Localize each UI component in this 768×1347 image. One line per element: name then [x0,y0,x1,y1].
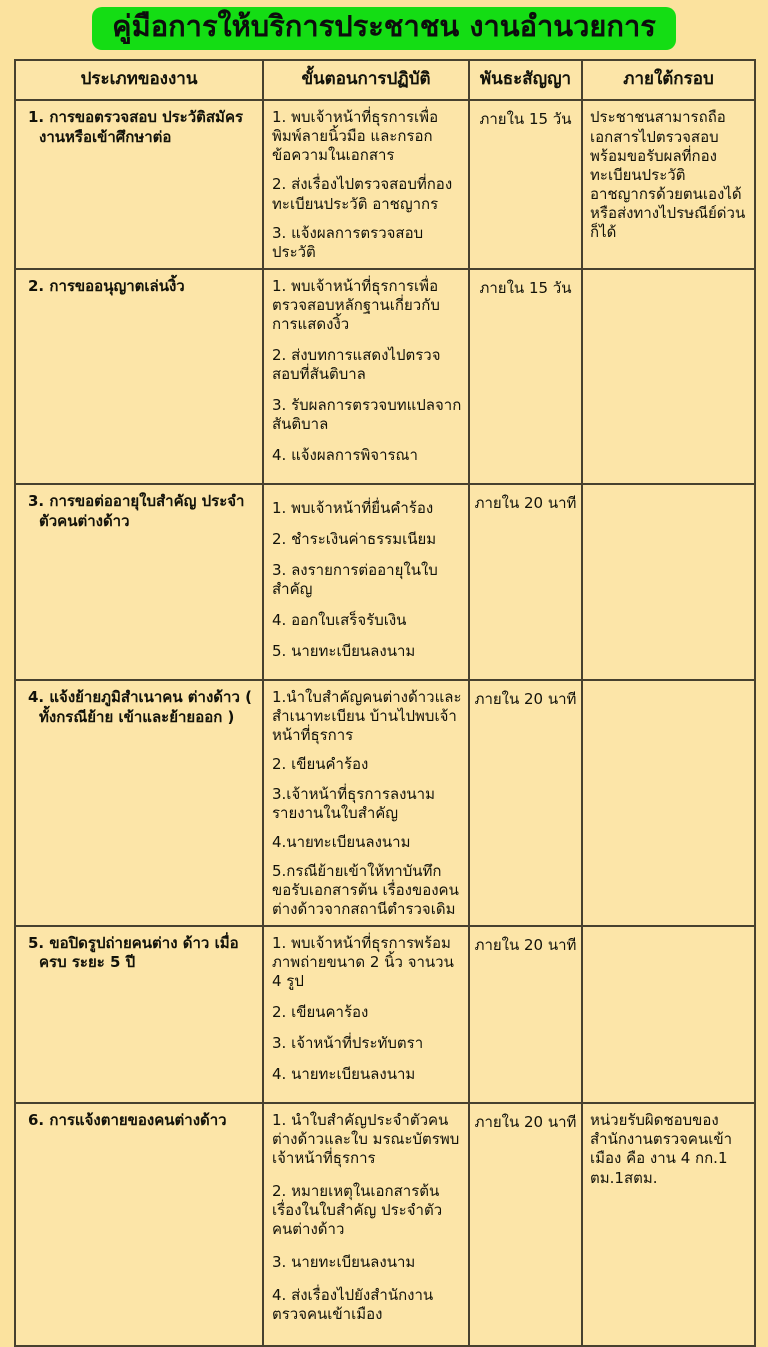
step-item: 2. เขียนคำร้อง [272,755,369,774]
step-item: 1. นำใบสำคัญประจำตัวคนต่างด้าวและใบ มรณะบัตรพบเจ้าหน้าที่ธุรการ [272,1111,460,1168]
step-item: 1.นำใบสำคัญคนต่างด้าวและสำเนาทะเบียน บ้านไปพบเจ้าหน้าที่ธุรการ [272,688,462,745]
table-row [15,1103,755,1345]
page-title: คู่มือการให้บริการประชาชน งานอำนวยการ [92,7,676,50]
step-item: 2. ส่งบทการแสดงไปตรวจสอบที่สันติบาล [272,345,441,383]
work-type: 4. แจ้งย้ายภูมิสำเนาคน ต่างด้าว ( ทั้งกรณีย้าย เข้าและย้ายออก ) [28,688,252,726]
step-item: 2. ส่งเรื่องไปตรวจสอบที่กองทะเบียนประวัติ อาชญากร [272,175,453,213]
step-item: 4. ส่งเรื่องไปยังสำนักงานตรวจคนเข้าเมือง [272,1286,434,1324]
step-item: 3. แจ้งผลการตรวจสอบประวัติ [272,223,424,261]
commitment-value: ภายใน 20 นาที [474,1113,577,1132]
step-item: 2. ชำระเงินค่าธรรมเนียม [272,530,437,549]
step-item: 3. ลงรายการต่ออายุในใบสำคัญ [272,561,438,599]
header-commitment: พันธะสัญญา [469,60,582,100]
step-item: 4. ออกใบเสร็จรับเงิน [272,611,407,630]
step-item: 1. พบเจ้าหน้าที่ธุรการเพื่อพิมพ์ลายนิ้วมือ และกรอกข้อความในเอกสาร [272,108,439,165]
header-work-type: ประเภทของงาน [15,60,263,100]
framework-note: ประชาชนสามารถถือเอกสารไปตรวจสอบพร้อมขอรับผลที่กองทะเบียนประวัติอาชญากรด้วยตนเองได้ หรือส่งทางไปรษณีย์ด่วนก็ได้ [590,108,746,242]
table-row [15,484,755,680]
work-type: 1. การขอตรวจสอบ ประวัติสมัครงานหรือเข้าศึกษาต่อ [28,108,244,146]
commitment-value: ภายใน 20 นาที [474,935,577,954]
header-procedure-steps: ขั้นตอนการปฏิบัติ [263,60,469,100]
step-item: 4.นายทะเบียนลงนาม [272,832,411,851]
step-item: 3. เจ้าหน้าที่ประทับตรา [272,1033,424,1052]
commitment-value: ภายใน 20 นาที [474,690,577,709]
table-row [15,680,755,925]
step-item: 3.เจ้าหน้าที่ธุรการลงนามรายงานในใบสำคัญ [272,784,435,822]
step-item: 3. รับผลการตรวจบทแปลจากสันติบาล [272,395,462,433]
step-item: 2. หมายเหตุในเอกสารต้นเรื่องในใบสำคัญ ประจำตัวคนต่างด้าว [272,1182,443,1239]
work-type: 5. ขอปิดรูปถ่ายคนต่าง ด้าว เมื่อครบ ระยะ 5 ปี [28,933,239,972]
table-row [15,269,755,484]
table-row [15,100,755,268]
step-item: 1. พบเจ้าหน้าที่ธุรการพร้อมภาพถ่ายขนาด 2 นิ้ว จานวน 4 รูป [272,933,454,990]
step-item: 4. นายทะเบียนลงนาม [272,1065,416,1084]
framework-note: หน่วยรับผิดชอบของสำนักงานตรวจคนเข้าเมือง คือ งาน 4 กก.1 ตม.1สตม. [590,1111,733,1187]
header-framework: ภายใต้กรอบ [582,60,755,100]
step-item: 1. พบเจ้าหน้าที่ธุรการเพื่อตรวจสอบหลักฐานเกี่ยวกับการแสดงงิ้ว [272,276,440,333]
table-header-row [15,60,755,100]
step-item: 5.กรณีย้ายเข้าให้ทาบันทึกขอรับเอกสารต้น เรื่องของคนต่างด้าวจากสถานีตำรวจเดิม [272,861,459,918]
step-item: 5. นายทะเบียนลงนาม [272,642,416,661]
work-type: 2. การขออนุญาตเล่นงิ้ว [28,276,185,295]
step-item: 3. นายทะเบียนลงนาม [272,1253,416,1272]
step-item: 2. เขียนคาร้อง [272,1002,369,1021]
commitment-value: ภายใน 15 วัน [479,278,572,297]
step-item: 1. พบเจ้าหน้าที่ยื่นคำร้อง [272,499,434,518]
work-type: 3. การขอต่ออายุใบสำคัญ ประจำตัวคนต่างด้าว [28,492,245,530]
commitment-value: ภายใน 15 วัน [479,110,572,129]
title-banner [0,7,768,50]
work-type: 6. การแจ้งตายของคนต่างด้าว [28,1111,227,1130]
commitment-value: ภายใน 20 นาที [474,494,577,513]
service-procedures-table [14,59,756,1346]
table-row [15,926,755,1103]
step-item: 4. แจ้งผลการพิจารณา [272,446,418,464]
